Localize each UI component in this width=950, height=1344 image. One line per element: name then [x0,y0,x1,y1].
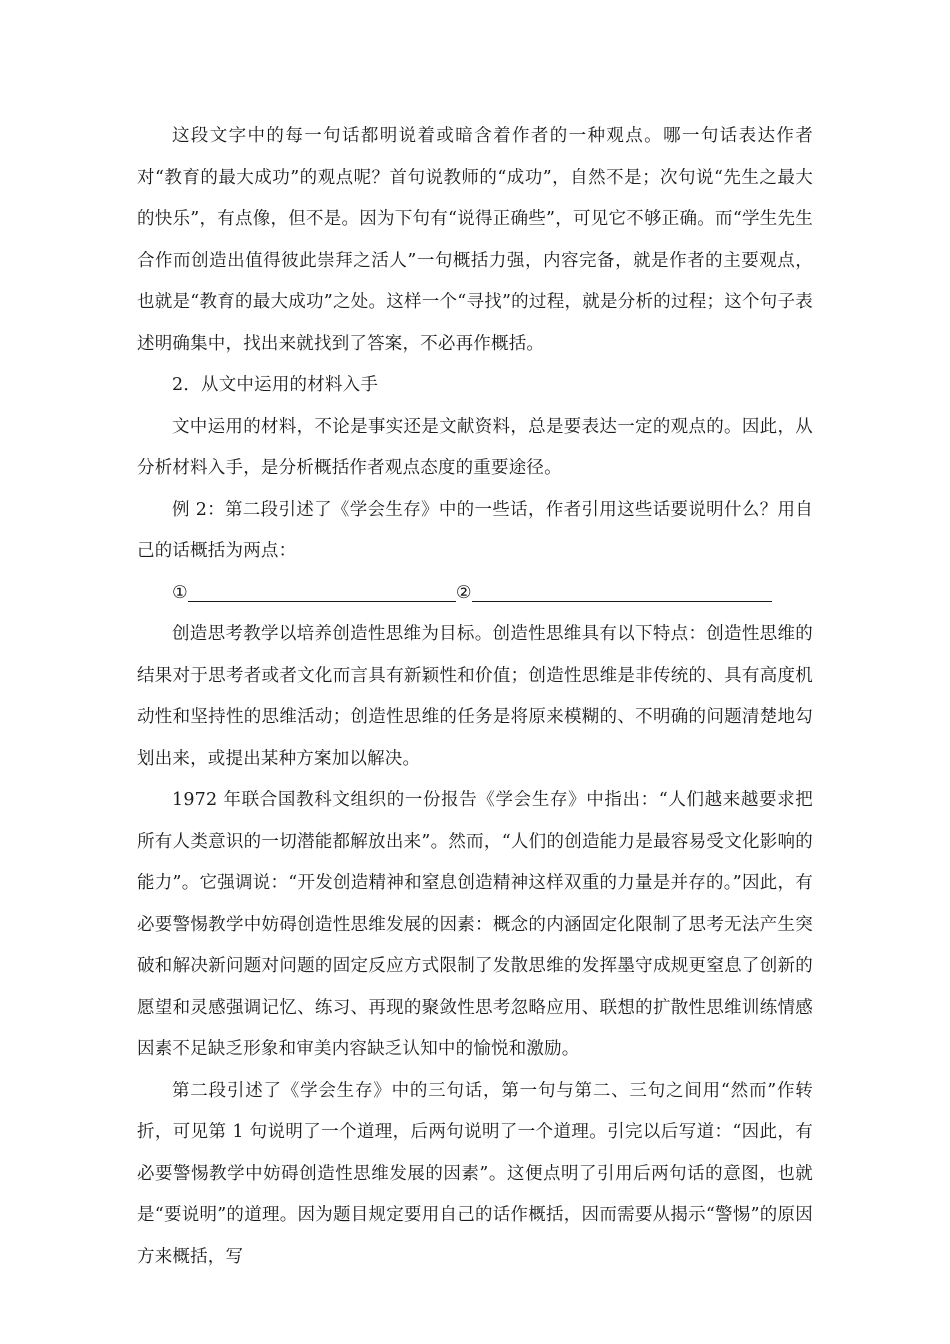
paragraph-material-intro: 文中运用的材料，不论是事实还是文献资料，总是要表达一定的观点的。因此，从分析材料入手，是分析概括作者观点态度的重要途径。 [137,416,813,478]
answer-blanks-row [137,573,813,615]
answer-blank-1 [188,600,456,602]
paragraph-example2-question: 例 2：第二段引述了《学会生存》中的一些话，作者引用这些话要说明什么？用自己的话概括为两点： [137,499,813,561]
paragraph-learning-to-be: 1972 年联合国教科文组织的一份报告《学会生存》中指出：“人们越来越要求把所有人类意识的一切潜能都解放出来”。然而，“人们的创造能力是最容易受文化影响的能力”。它强调说：“开发创造精神和窒息创造精神这样双重的力量是并存的。”因此，有必要警惕教学中妨碍创造性思维发展的因素：概念的内涵固定化限制了思考无法产生突破和解决新问题对问题的固定反应方式限制了发散思维的发挥墨守成规更窒息了创新的愿望和灵感强调记忆、练习、再现的聚敛性思考忽略应用、联想的扩散性思维训练情感因素不足缺乏形象和审美内容缺乏认知中的愉悦和激励。 [137,790,813,1059]
answer-blank-2 [472,600,772,602]
paragraph-creative-thinking: 创造思考教学以培养创造性思维为目标。创造性思维具有以下特点：创造性思维的结果对于思考者或者文化而言具有新颖性和价值；创造性思维是非传统的、具有高度机动性和坚持性的思维活动；创造性思维的任务是将原来模糊的、不明确的问题清楚地勾划出来，或提出某种方案加以解决。 [137,624,813,769]
blank-marker-1: ① [172,582,188,603]
section-heading-2: 2．从文中运用的材料入手 [172,375,379,395]
blank-marker-2: ② [455,582,472,603]
body-text [137,116,813,1278]
paragraph-analysis-example2: 第二段引述了《学会生存》中的三句话，第一句与第二、三句之间用“然而”作转折，可见第 1 句说明了一个道理，后两句说明了一个道理。引完以后写道：“因此，有必要警惕教学中妨碍创造性思维发展的因素”。这便点明了引用后两句话的意图，也就是“要说明”的道理。因为题目规定要用自己的话作概括，因而需要从揭示“警惕”的原因方来概括，写 [137,1080,813,1267]
paragraph-analysis-example1: 这段文字中的每一句话都明说着或暗含着作者的一种观点。哪一句话表达作者对“教育的最大成功”的观点呢？首句说教师的“成功”，自然不是；次句说“先生之最大的快乐”，有点像，但不是。因为下句有“说得正确些”，可见它不够正确。而“学生先生合作而创造出值得彼此崇拜之活人”一句概括力强，内容完备，就是作者的主要观点，也就是“教育的最大成功”之处。这样一个“寻找”的过程，就是分析的过程；这个句子表述明确集中，找出来就找到了答案，不必再作概括。 [137,126,813,354]
